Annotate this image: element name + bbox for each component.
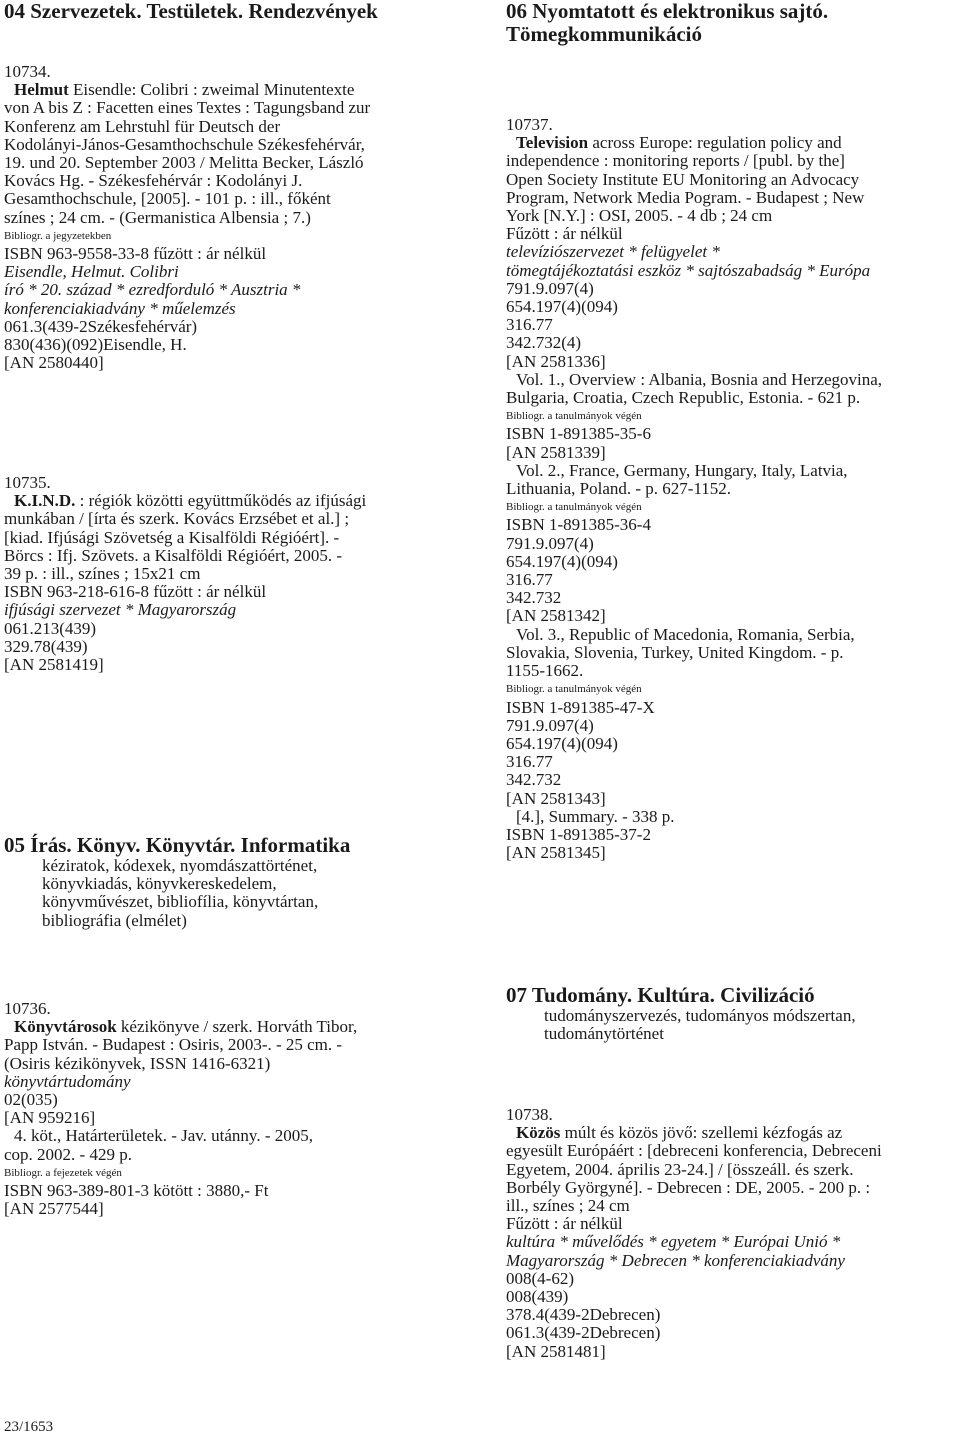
classification: 008(439) [506, 1287, 569, 1307]
isbn: ISBN 1-891385-47-X [506, 697, 655, 717]
bibliography-note: Bibliogr. a tanulmányok végén [506, 501, 642, 514]
classification: 316.77 [506, 315, 553, 335]
entry-line: independence : monitoring reports / [publ. by the] [506, 151, 845, 171]
classification: 791.9.097(4) [506, 278, 594, 298]
subject-terms: Magyarország * Debrecen * konferenciakiadvány [506, 1250, 845, 1270]
isbn: ISBN 1-891385-36-4 [506, 515, 651, 535]
isbn: ISBN 963-389-801-3 kötött : 3880,- Ft [4, 1181, 269, 1201]
section-heading-07: 07 Tudomány. Kultúra. Civilizáció [506, 983, 815, 1007]
title-lead: Television [516, 133, 589, 153]
classification: 791.9.097(4) [506, 533, 594, 553]
accession-number: [AN 2577544] [4, 1199, 104, 1219]
section-heading-06-cont: Tömegkommunikáció [506, 22, 703, 46]
accession-number: [AN 2581345] [506, 843, 606, 863]
classification: 654.197(4)(094) [506, 297, 618, 317]
section-subtitle: bibliográfia (elmélet) [42, 910, 187, 930]
entry-line: von A bis Z : Facetten eines Textes : Tagungsband zur [4, 98, 371, 118]
classification: 008(4-62) [506, 1268, 574, 1288]
entry-10736 [4, 1000, 357, 1218]
price-line: Fűzött : ár nélkül [506, 224, 623, 244]
bibliography-note: Bibliogr. a fejezetek végén [4, 1166, 122, 1179]
entry-number: 10735. [4, 473, 51, 492]
entry-10738 [506, 1106, 882, 1361]
accession-number: [AN 2581342] [506, 606, 606, 626]
entry-10735 [4, 474, 366, 674]
entry-title-line [4, 81, 378, 99]
entry-line: Program, Network Media Pogram. - Budapest ; New [506, 187, 865, 207]
subject-terms: ifjúsági szervezet * Magyarország [4, 600, 237, 620]
classification: 342.732 [506, 770, 562, 790]
isbn: ISBN 1-891385-37-2 [506, 824, 651, 844]
volume-line: Slovakia, Slovenia, Turkey, United Kingdom. - p. [506, 642, 844, 662]
entry-number: 10736. [4, 999, 51, 1018]
classification: 061.3(439-2Debrecen) [506, 1323, 661, 1343]
entry-line: színes ; 24 cm. - (Germanistica Albensia ; 7.) [4, 207, 311, 227]
entry-line: ill., színes ; 24 cm [506, 1196, 630, 1216]
volume-line: cop. 2002. - 429 p. [4, 1144, 132, 1164]
subject-terms: író * 20. század * ezredforduló * Ausztria * [4, 280, 301, 300]
volume-line: Vol. 2., France, Germany, Hungary, Italy, Latvia, [516, 460, 848, 480]
isbn: ISBN 963-218-616-8 fűzött : ár nélkül [4, 582, 267, 602]
entry-line: [kiad. Ifjúsági Szövetség a Kisalföldi Régióért]. - [4, 527, 340, 547]
classification: 061.3(439-2Székesfehérvár) [4, 316, 198, 336]
volume-line: [4.], Summary. - 338 p. [516, 806, 675, 826]
entry-title-line [4, 492, 366, 510]
section-subtitle: könyvkiadás, könyvkereskedelem, [42, 874, 277, 894]
section-subtitle: tudományszervezés, tudományos módszertan, [544, 1006, 856, 1025]
entry-line: egyesült Európáért : [debreceni konferencia, Debreceni [506, 1141, 882, 1161]
classification: 316.77 [506, 752, 553, 772]
bibliography-note: Bibliogr. a tanulmányok végén [506, 683, 642, 696]
section-heading-05: 05 Írás. Könyv. Könyvtár. Informatika [4, 833, 351, 857]
subject-terms: kultúra * művelődés * egyetem * Európai Unió * [506, 1232, 841, 1252]
subject-terms: tömegtájékoztatási eszköz * sajtószabadság * Európa [506, 260, 871, 280]
isbn: ISBN 963-9558-33-8 fűzött : ár nélkül [4, 244, 267, 264]
subject-terms: könyvtártudomány [4, 1071, 131, 1091]
entry-line: Open Society Institute EU Monitoring an Advocacy [506, 169, 860, 189]
section-heading-06: 06 Nyomtatott és elektronikus sajtó. [506, 0, 829, 23]
right-column [506, 0, 883, 1361]
classification: 342.732 [506, 588, 562, 608]
classification: 654.197(4)(094) [506, 733, 618, 753]
subject-terms: konferenciakiadvány * műelemzés [4, 298, 236, 318]
entry-number: 10734. [4, 62, 51, 81]
entry-line: Borbély Györgyné]. - Debrecen : DE, 2005. - 200 p. : [506, 1177, 871, 1197]
entry-line: 19. und 20. September 2003 / Melitta Becker, László [4, 153, 364, 173]
accession-number: [AN 2581336] [506, 351, 606, 371]
entry-number: 10737. [506, 115, 553, 134]
entry-title-line [4, 1018, 357, 1036]
entry-title-line [506, 1124, 882, 1142]
title-lead: Közös [516, 1123, 561, 1143]
entry-line: 39 p. : ill., színes ; 15x21 cm [4, 564, 201, 584]
entry-line: Kodolányi-János-Gesamthochschule Székesfehérvár, [4, 134, 365, 154]
bibliography-note: Bibliogr. a jegyzetekben [4, 229, 112, 242]
entry-title-line [506, 134, 882, 152]
section-07 [506, 984, 856, 1043]
volume-line: Lithuania, Poland. - p. 627-1152. [506, 479, 732, 499]
entry-10734 [4, 63, 378, 372]
page-number: 23/1653 [4, 1419, 54, 1435]
accession-number: [AN 2581339] [506, 442, 606, 462]
accession-number: [AN 2581419] [4, 655, 104, 675]
classification: 342.732(4) [506, 333, 582, 353]
section-subtitle: tudománytörténet [544, 1024, 664, 1044]
volume-line: 1155-1662. [506, 661, 584, 681]
entry-line: Gesamthochschule, [2005]. - 101 p. : ill., főként [4, 189, 331, 209]
section-05 [4, 834, 350, 930]
title-rest: : régiók közötti együttműködés az ifjúsági [75, 491, 367, 511]
section-subtitle: könyvművészet, bibliofília, könyvtártan, [42, 892, 319, 912]
classification: 02(035) [4, 1090, 58, 1110]
bibliography-note: Bibliogr. a tanulmányok végén [506, 410, 642, 423]
entry-line: Papp István. - Budapest : Osiris, 2003-. - 25 cm. - [4, 1035, 343, 1055]
volume-line: 4. köt., Határterületek. - Jav. utánny. - 2005, [14, 1126, 313, 1146]
classification: 791.9.097(4) [506, 715, 594, 735]
volume-line: Vol. 1., Overview : Albania, Bosnia and Herzegovina, [516, 369, 883, 389]
title-rest: Eisendle: Colibri : zweimal Minutentexte [68, 80, 355, 100]
volume-line: Bulgaria, Croatia, Czech Republic, Estonia. - 621 p. [506, 388, 861, 408]
entry-10737 [506, 116, 882, 862]
entry-line: Kovács Hg. - Székesfehérvár : Kodolányi J. [4, 171, 303, 191]
accession-number: [AN 959216] [4, 1108, 96, 1128]
volume-line: Vol. 3., Republic of Macedonia, Romania, Serbia, [516, 624, 855, 644]
title-rest: múlt és közös jövő: szellemi kézfogás az [560, 1123, 843, 1143]
isbn: ISBN 1-891385-35-6 [506, 424, 651, 444]
entry-line: Börcs : Ifj. Szövets. a Kisalföldi Régióért, 2005. - [4, 545, 343, 565]
classification: 316.77 [506, 570, 553, 590]
accession-number: [AN 2581481] [506, 1341, 606, 1361]
title-lead: Helmut [14, 80, 69, 100]
accession-number: [AN 2580440] [4, 353, 104, 373]
subject-terms: televíziószervezet * felügyelet * [506, 242, 720, 262]
section-heading-04: 04 Szervezetek. Testületek. Rendezvények [4, 0, 378, 23]
title-rest: kézikönyve / szerk. Horváth Tibor, [116, 1017, 358, 1037]
classification: 654.197(4)(094) [506, 551, 618, 571]
classification: 830(436)(092)Eisendle, H. [4, 335, 187, 355]
title-lead: K.I.N.D. [14, 491, 76, 511]
entry-line: York [N.Y.] : OSI, 2005. - 4 db ; 24 cm [506, 206, 773, 226]
title-rest: across Europe: regulation policy and [588, 133, 842, 153]
entry-line: Egyetem, 2004. április 23-24.] / [összeáll. és szerk. [506, 1159, 854, 1179]
left-column [4, 0, 378, 1219]
classification: 378.4(439-2Debrecen) [506, 1305, 661, 1325]
section-subtitle: kéziratok, kódexek, nyomdászattörténet, [42, 856, 318, 875]
classification: 329.78(439) [4, 636, 88, 656]
title-lead: Könyvtárosok [14, 1017, 117, 1037]
entry-line: munkában / [írta és szerk. Kovács Erzsébet et al.] ; [4, 509, 350, 529]
entry-number: 10738. [506, 1105, 553, 1124]
classification: 061.213(439) [4, 618, 97, 638]
price-line: Fűzött : ár nélkül [506, 1214, 623, 1234]
accession-number: [AN 2581343] [506, 788, 606, 808]
entry-line: Konferenz am Lehrstuhl für Deutsch der [4, 116, 281, 136]
subject-terms: Eisendle, Helmut. Colibri [4, 262, 179, 282]
entry-line: (Osiris kézikönyvek, ISSN 1416-6321) [4, 1053, 271, 1073]
